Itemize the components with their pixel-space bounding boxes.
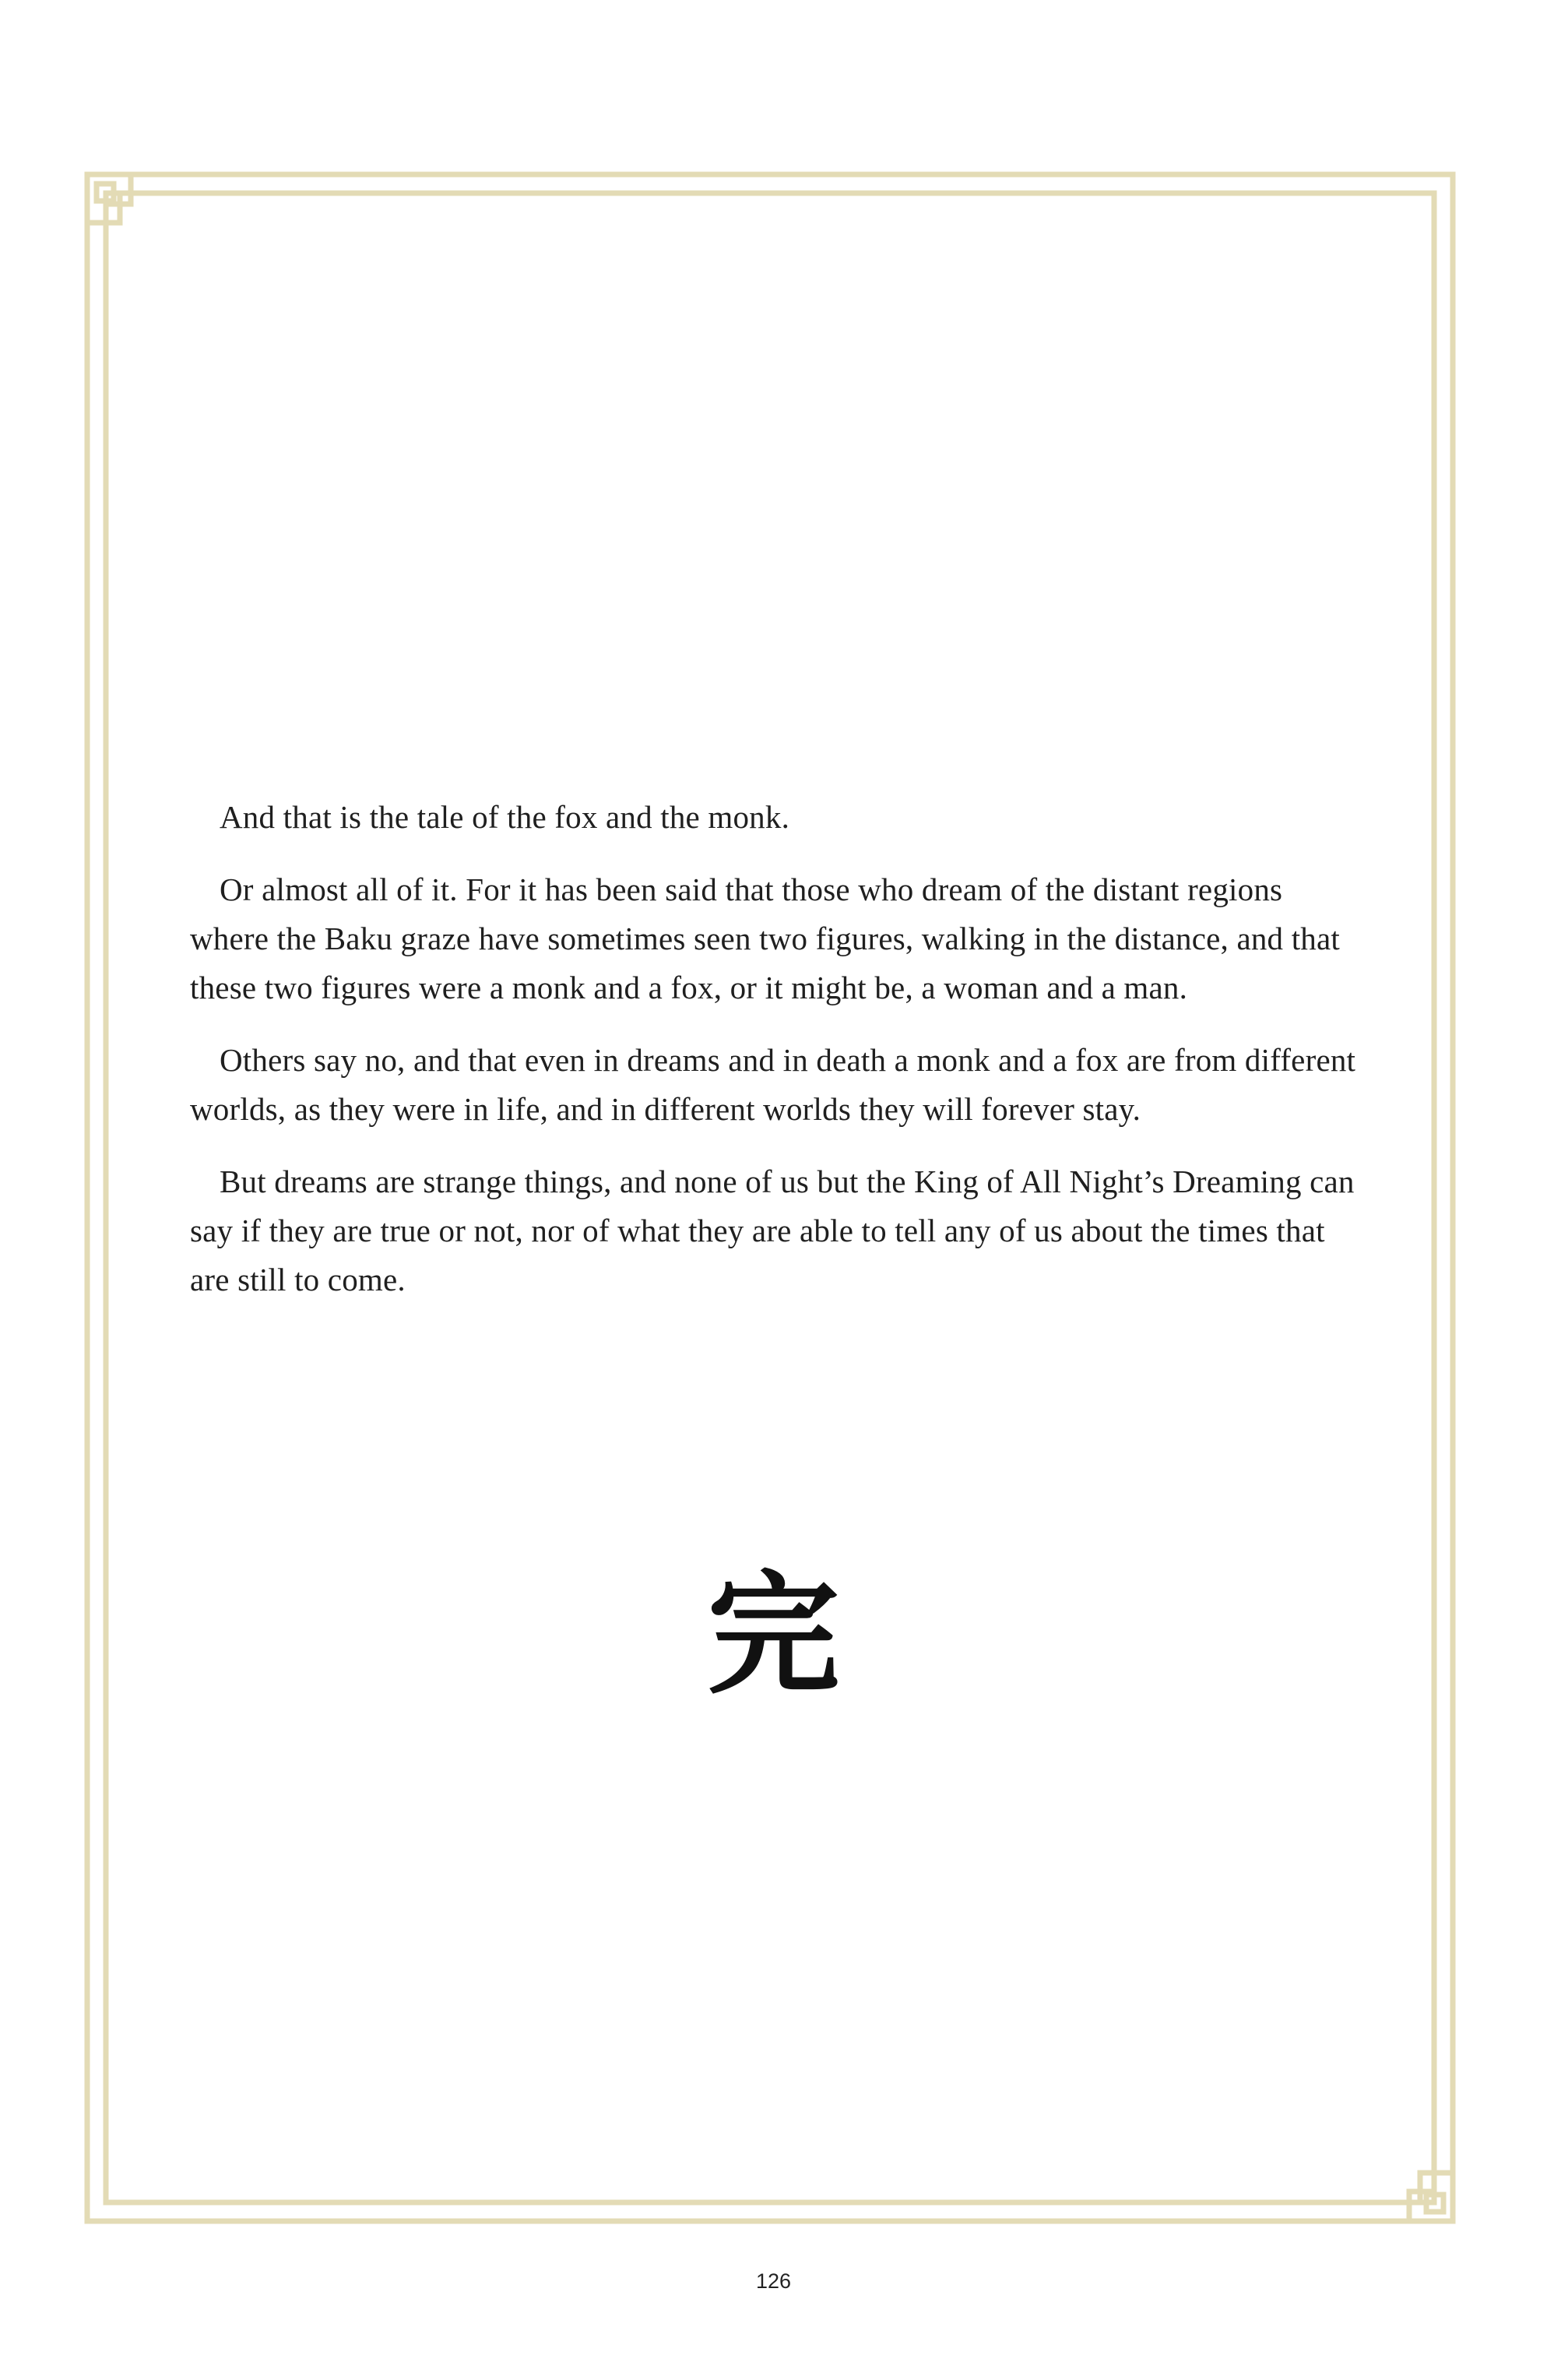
- page-number: 126: [755, 2269, 792, 2293]
- paragraph-2: Or almost all of it. For it has been said that those who dream of the distant regions where the Baku graze have sometimes seen two figures, walking in the distance, and that these two figures were a monk and a fox, or it might be, a woman and a man.: [190, 871, 1340, 1005]
- paragraph-1: And that is the tale of the fox and the monk.: [220, 799, 790, 835]
- story-text: [190, 793, 1358, 1328]
- paragraph-3: Others say no, and that even in dreams and in death a monk and a fox are from different worlds, as they were in life, and in different worlds they will forever stay.: [190, 1042, 1356, 1127]
- paragraph-4: But dreams are strange things, and none of us but the King of All Night’s Dreaming can say if they are true or not, nor of what they are able to tell any of us about the times that are still to come.: [190, 1164, 1355, 1297]
- end-calligraphy-mark: 完: [707, 1558, 840, 1713]
